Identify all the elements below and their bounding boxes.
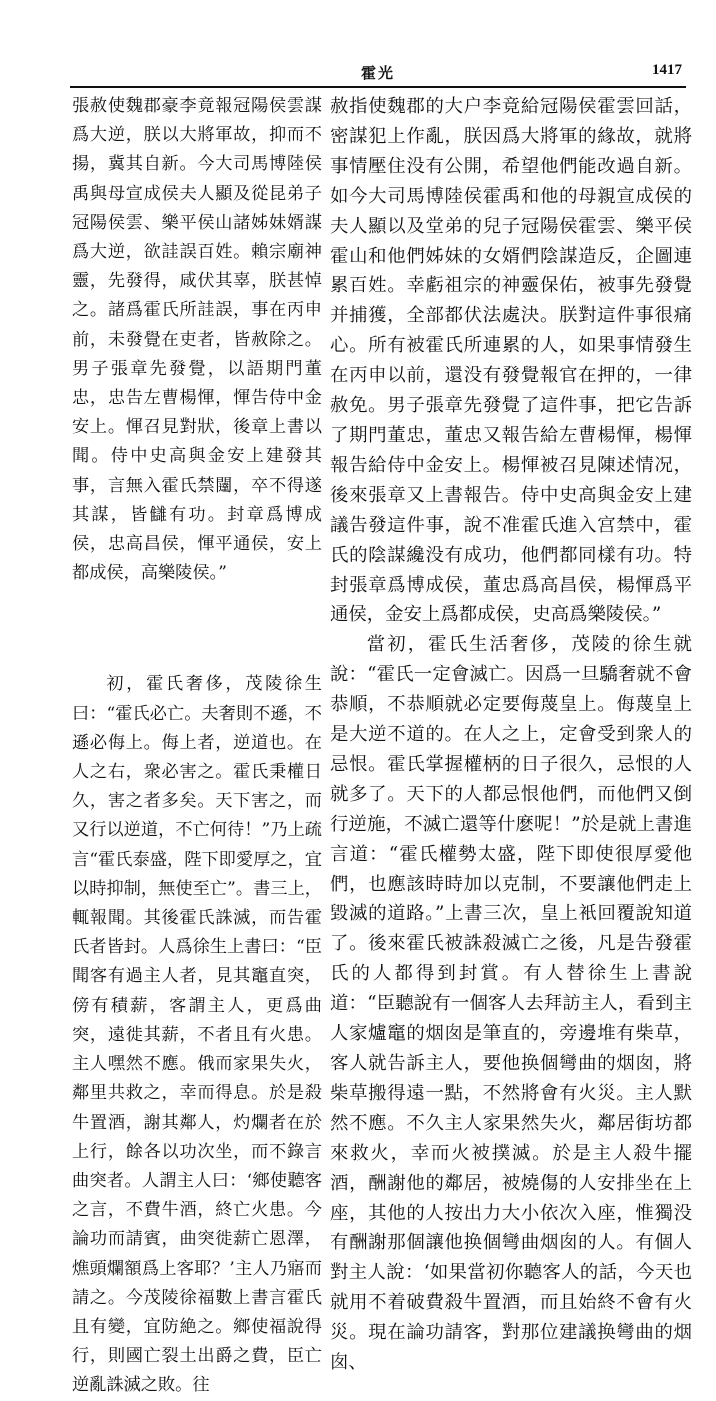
classical-passage-2: 初，霍氏奢侈，茂陵徐生曰：“霍氏必亡。夫奢則不遜，不遜必侮上。侮上者，逆道也。在人之右，衆必害之。霍氏秉權日久，害之者多矣。天下害之，而又行以逆道，不亡何待！”乃上疏言“霍氏泰盛，陛下即愛厚之，宜以時抑制，無使至亡”。書三上，輒報聞。其後霍氏誅滅，而告霍氏者皆封。人爲徐生上書曰：“臣聞客有過主人者，見其竈直突，傍有積薪，客謂主人，更爲曲突，遠徙其薪，不者且有火患。主人嘿然不應。俄而家果失火，鄰里共救之，幸而得息。於是殺牛置酒，謝其鄰人，灼爛者在於上行，餘各以功次坐，而不錄言曲突者。人謂主人曰：‘鄉使聽客之言，不費牛酒，終亡火患。今論功而請賓，曲突徙薪亡恩澤，燋頭爛額爲上客耶？’主人乃寤而請之。今茂陵徐福數上書言霍氏且有變，宜防絶之。鄉使福說得行，則國亡裂土出爵之費，臣亡逆亂誅滅之敗。往 xyxy=(72,674,322,1396)
page-number: 1417 xyxy=(652,62,682,78)
paragraph-gap xyxy=(72,588,322,670)
translation-passage-1: 赦指使魏郡的大户李竟給冠陽侯霍雲回話，密謀犯上作亂，朕因爲大將軍的緣故，就將事情壓住没有公開，希望他們能改過自新。如今大司馬博陸侯霍禹和他的母親宣成侯的夫人顯以及堂弟的兒子冠陽侯霍雲、樂平侯霍山和他們姊妹的女婿們陰謀造反，企圖連累百姓。幸虧祖宗的神靈保佑，被事先發覺并捕獲，全部都伏法處決。朕對這件事很痛心。所有被霍氏所連累的人，如果事情發生在丙申以前，還没有發覺報官在押的，一律赦免。男子張章先發覺了這件事，把它告訴了期門董忠，董忠又報告給左曹楊惲，楊惲報告給侍中金安上。楊惲被召見陳述情况，後來張章又上書報告。侍中史高與金安上建議告發這件事，說不准霍氏進入宫禁中，霍氏的陰謀纔没有成功，他們都同樣有功。特封張章爲博成侯，董忠爲高昌侯，楊惲爲平通侯，金安上爲都成侯，史高爲樂陵侯。” xyxy=(330,96,692,626)
translation-passage-2: 當初，霍氏生活奢侈，茂陵的徐生就說：“霍氏一定會滅亡。因爲一旦驕奢就不會恭順，不恭順就必定要侮蔑皇上。侮蔑皇上是大逆不道的。在人之上，定會受到衆人的忌恨。霍氏掌握權柄的日子很久，忌恨的人就多了。天下的人都忌恨他們，而他們又倒行逆施，不滅亡還等什麽呢！”於是就上書進言道：“霍氏權勢太盛，陛下即使很厚愛他們，也應該時時加以克制，不要讓他們走上毀滅的道路。”上書三次，皇上衹回覆說知道了。後來霍氏被誅殺滅亡之後，凡是告發霍氏的人都得到封賞。有人替徐生上書說道：“臣聽說有一個客人去拜訪主人，看到主人家爐竈的烟囱是筆直的，旁邊堆有柴草，客人就告訴主人，要他换個彎曲的烟囱，將柴草搬得遠一點，不然將會有火災。主人默然不應。不久主人家果然失火，鄰居街坊都來救火，幸而火被撲滅。於是主人殺牛擺酒，酬謝他的鄰居，被燒傷的人安排坐在上座，其他的人按出力大小依次入座，惟獨没有酬謝那個讓他换個彎曲烟囱的人。有個人對主人說：‘如果當初你聽客人的話，今天也就用不着破費殺牛置酒，而且始終不會有火災。現在論功請客，對那位建議换彎曲的烟囱、 xyxy=(330,634,692,1374)
translation-column xyxy=(330,92,692,1374)
running-title: 霍光 xyxy=(360,64,395,82)
classical-text-column xyxy=(72,92,322,1396)
classical-passage-1: 張赦使魏郡豪李竟報冠陽侯雲謀爲大逆，朕以大將軍故，抑而不揚，冀其自新。今大司馬博陸侯禹與母宣成侯夫人顯及從昆弟子冠陽侯雲、樂平侯山諸姊妹婿謀爲大逆，欲詿誤百姓。賴宗廟神靈，先發得，咸伏其辜，朕甚悼之。諸爲霍氏所詿誤，事在丙申前，未發覺在吏者，皆赦除之。男子張章先發覺，以語期門董忠，忠告左曹楊惲，惲告侍中金安上。惲召見對狀，後章上書以聞。侍中史高與金安上建發其事，言無入霍氏禁闥，卒不得遂其謀，皆讎有功。封章爲博成侯，忠高昌侯，惲平通侯，安上都成侯，高樂陵侯。” xyxy=(72,96,322,584)
page-header xyxy=(70,62,686,88)
